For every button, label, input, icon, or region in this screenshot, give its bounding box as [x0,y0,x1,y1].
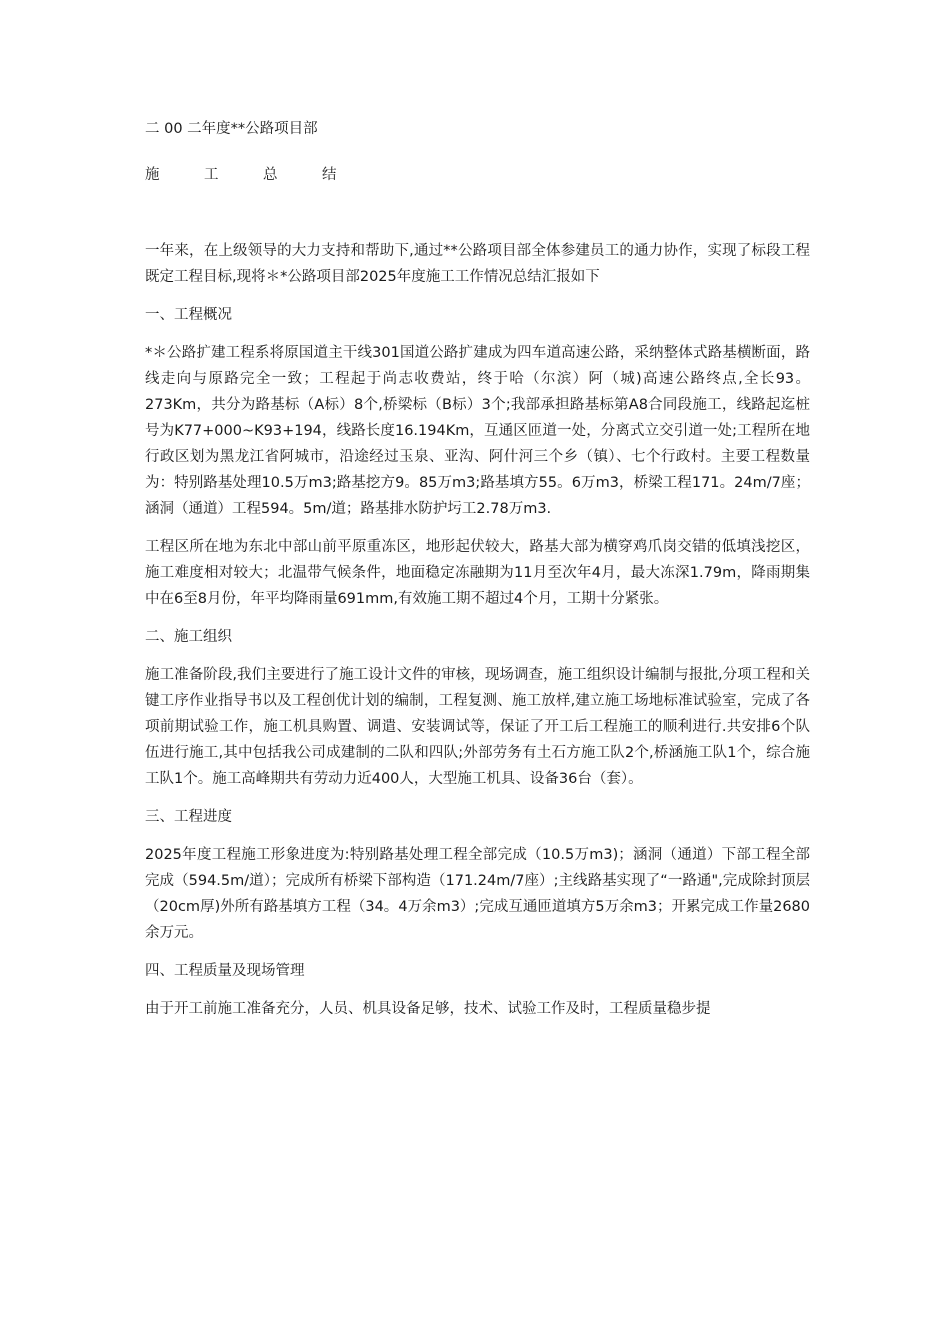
section-heading-progress: 三、工程进度 [145,809,232,825]
progress-paragraph: 2025年度工程施工形象进度为:特别路基处理工程全部完成（10.5万m3)；涵洞（通道）下部工程全部完成（594.5m/道）；完成所有桥梁下部构造（171.24m/7座）;主线路基实现了“一路通",完成除封顶层（20cm厚)外所有路基填方工程（34。4万余m3）;完成互通匝道填方5万余m3；开累完成工作量2680余万元。 [145,847,810,941]
overview-paragraph-1: *＊公路扩建工程系将原国道主干线301国道公路扩建成为四车道高速公路，采纳整体式路基横断面，路线走向与原路完全一致；工程起于尚志收费站，终于哈（尔滨）阿（城)高速公路终点,全长93。273Km，共分为路基标（A标）8个,桥梁标（B标）3个;我部承担路基标第A8合同段施工，线路起迄桩号为K77+000~K93+194，线路长度16.194Km，互通区匝道一处，分离式立交引道一处;工程所在地行政区划为黑龙江省阿城市，沿途经过玉泉、亚沟、阿什河三个乡（镇）、七个行政村。主要工程数量为：特别路基处理10.5万m3;路基挖方9。85万m3;路基填方55。6万m3，桥梁工程171。24m/7座；涵洞（通道）工程594。5m/道；路基排水防护圬工2.78万m3. [145,345,810,517]
quality-paragraph: 由于开工前施工准备充分，人员、机具设备足够，技术、试验工作及时，工程质量稳步提 [145,1001,711,1017]
document-page [145,118,810,1022]
document-header: 二 00 二年度**公路项目部 [145,121,318,137]
section-heading-overview: 一、工程概况 [145,307,232,323]
intro-paragraph: 一年来，在上级领导的大力支持和帮助下,通过**公路项目部全体参建员工的通力协作，实现了标段工程既定工程目标,现将＊*公路项目部2025年度施工工作情况总结汇报如下 [145,243,810,285]
section-heading-organization: 二、施工组织 [145,629,232,645]
overview-paragraph-2: 工程区所在地为东北中部山前平原重冻区，地形起伏较大，路基大部为横穿鸡爪岗交错的低填浅挖区，施工难度相对较大；北温带气候条件，地面稳定冻融期为11月至次年4月，最大冻深1.79m，降雨期集中在6至8月份，年平均降雨量691mm,有效施工期不超过4个月，工期十分紧张。 [145,539,810,607]
document-title: 施 工 总 结 [145,167,352,183]
organization-paragraph: 施工准备阶段,我们主要进行了施工设计文件的审核，现场调查，施工组织设计编制与报批,分项工程和关键工序作业指导书以及工程创优计划的编制，工程复测、施工放样,建立施工场地标准试验室，完成了各项前期试验工作，施工机具购置、调遣、安装调试等，保证了开工后工程施工的顺利进行.共安排6个队伍进行施工,其中包括我公司成建制的二队和四队;外部劳务有土石方施工队2个,桥涵施工队1个，综合施工队1个。施工高峰期共有劳动力近400人，大型施工机具、设备36台（套）。 [145,667,810,787]
section-heading-quality: 四、工程质量及现场管理 [145,963,305,979]
